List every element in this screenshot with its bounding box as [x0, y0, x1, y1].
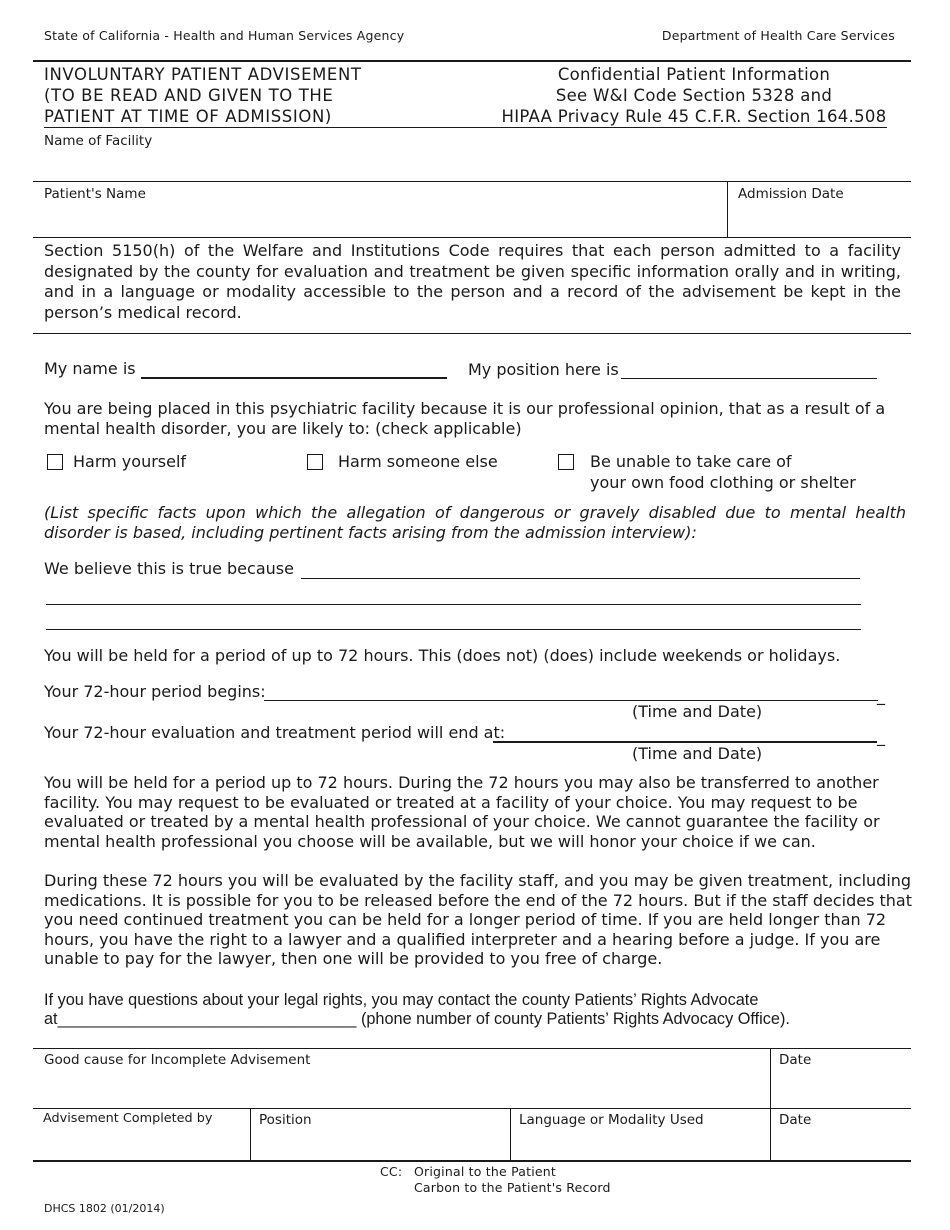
rights-phone-suffix: (phone number of county Patients’ Rights Advocacy Office).	[360, 1010, 790, 1028]
confidential-notice	[480, 64, 908, 127]
form-title-line-3: PATIENT AT TIME OF ADMISSION)	[44, 107, 332, 126]
confidential-line-1: Confidential Patient Information	[557, 65, 831, 84]
cc-line-2: Carbon to the Patient's Record	[414, 1180, 611, 1195]
position-field[interactable]	[259, 1130, 505, 1158]
evaluation-paragraph-line-1: During these 72 hours you will be evaluated by the facility staff, and you may be given treatment, including	[44, 871, 912, 890]
evaluation-paragraph-line-5: unable to pay for the lawyer, then one will be provided to you free of charge.	[44, 949, 663, 969]
title-underline	[44, 127, 887, 128]
facility-label: Name of Facility	[44, 133, 153, 149]
evaluation-paragraph-line-2: medications. It is possible for you to be released before the end of the 72 hours. But if the staff decides that	[44, 890, 912, 910]
my-position-field[interactable]	[621, 378, 877, 379]
completed-by-field[interactable]	[43, 1130, 245, 1158]
good-cause-field[interactable]	[44, 1070, 764, 1104]
believe-line-3[interactable]	[46, 629, 861, 630]
harm-someone-else-label: Harm someone else	[338, 452, 498, 471]
header-divider	[33, 60, 911, 62]
period-ends-trailing-mark: _	[877, 727, 885, 746]
department-name: Department of Health Care Services	[661, 28, 895, 43]
evaluation-paragraph	[44, 871, 912, 969]
gravely-disabled-checkbox[interactable]	[558, 454, 574, 470]
patient-date-separator	[727, 181, 728, 237]
rights-phone-field[interactable]: _________________________________	[57, 1010, 357, 1028]
transfer-paragraph-line-1: You will be held for a period up to 72 hours. During the 72 hours you may also be transferred to another	[44, 773, 879, 792]
patient-name-label: Patient's Name	[44, 186, 146, 202]
hold-period-text: You will be held for a period of up to 72 hours. This (does not) (does) include weekends or holidays.	[44, 646, 841, 665]
confidential-line-2: See W&I Code Section 5328 and	[555, 86, 833, 105]
transfer-paragraph-line-3: evaluated or treated by a mental health professional of your choice. We cannot guarantee the facility or	[44, 812, 880, 832]
admission-date-field[interactable]	[738, 204, 908, 234]
date-column-separator	[770, 1048, 771, 1161]
period-ends-time-date-label: (Time and Date)	[632, 744, 763, 763]
form-title-line-1: INVOLUNTARY PATIENT ADVISEMENT	[44, 65, 362, 84]
transfer-paragraph	[44, 773, 880, 851]
believe-line-1[interactable]	[301, 578, 860, 579]
admission-date-label: Admission Date	[738, 186, 844, 202]
completed-by-separator	[250, 1108, 251, 1161]
rights-advocate-line: If you have questions about your legal rights, you may contact the county Patients’ Rights Advocate	[44, 991, 759, 1009]
gravely-disabled-label-line-1: Be unable to take care of	[590, 452, 792, 471]
my-name-field[interactable]	[141, 377, 447, 379]
completed-date-label: Date	[779, 1112, 812, 1128]
patient-divider	[33, 237, 911, 238]
harm-yourself-label: Harm yourself	[73, 452, 187, 471]
footer-table-middle	[33, 1108, 911, 1109]
language-field[interactable]	[519, 1130, 765, 1158]
footer-table-bottom	[33, 1160, 911, 1162]
language-label: Language or Modality Used	[519, 1112, 704, 1128]
intro-paragraph: Section 5150(h) of the Welfare and Institutions Code requires that each person admitted to a facility designated by the county for evaluation and treatment be given specific information orally and in writing, and in a language or modality accessible to the person and a record of the advisement be kept in the person’s medical record.	[44, 241, 901, 322]
good-cause-date-field[interactable]	[779, 1070, 907, 1104]
form-number: DHCS 1802 (01/2014)	[44, 1202, 165, 1215]
good-cause-date-label: Date	[779, 1052, 812, 1068]
period-begins-time-date-label: (Time and Date)	[632, 702, 763, 721]
form-title-line-2: (TO BE READ AND GIVEN TO THE	[44, 86, 334, 105]
transfer-paragraph-line-4: mental health professional you choose will be available, but we will honor your choice if we can.	[44, 831, 816, 851]
period-ends-label: Your 72-hour evaluation and treatment period will end at:	[44, 723, 506, 742]
good-cause-label: Good cause for Incomplete Advisement	[44, 1052, 311, 1068]
facts-instruction: (List specific facts upon which the allegation of dangerous or gravely disabled due to mental health disorder is based, including pertinent facts arising from the admission interview):	[44, 503, 906, 542]
period-begins-trailing-mark: _	[877, 686, 885, 705]
completed-date-field[interactable]	[779, 1130, 907, 1158]
evaluation-paragraph-line-3: you need continued treatment you can be held for a longer period of time. If you are held longer than 72	[44, 910, 887, 930]
completed-by-label: Advisement Completed by	[43, 1111, 213, 1126]
cc-label: CC:	[380, 1164, 403, 1179]
facility-divider	[33, 181, 911, 182]
form-title	[44, 64, 362, 127]
harm-someone-else-checkbox[interactable]	[307, 454, 323, 470]
period-begins-label: Your 72-hour period begins:	[44, 682, 266, 701]
harm-yourself-checkbox[interactable]	[47, 454, 63, 470]
transfer-paragraph-line-2: facility. You may request to be evaluated or treated at a facility of your choice. You may request to be	[44, 792, 858, 812]
period-begins-field[interactable]	[264, 700, 878, 701]
footer-table-top	[33, 1048, 911, 1049]
gravely-disabled-label-line-2: your own food clothing or shelter	[590, 473, 856, 492]
cc-line-1: Original to the Patient	[414, 1164, 557, 1179]
facility-field[interactable]	[44, 150, 908, 180]
placement-paragraph: You are being placed in this psychiatric facility because it is our professional opinion, that as a result of a mental health disorder, you are likely to: (check applicable)	[44, 399, 886, 438]
believe-label: We believe this is true because	[44, 559, 294, 578]
my-position-label: My position here is	[468, 360, 619, 379]
confidential-line-3: HIPAA Privacy Rule 45 C.F.R. Section 164.508	[501, 107, 887, 126]
patient-name-field[interactable]	[44, 204, 722, 234]
position-separator	[510, 1108, 511, 1161]
rights-at: at	[44, 1010, 58, 1028]
intro-divider	[33, 333, 911, 334]
my-name-label: My name is	[44, 359, 136, 378]
position-label: Position	[259, 1112, 312, 1128]
believe-line-2[interactable]	[46, 604, 861, 605]
period-ends-field[interactable]	[493, 741, 877, 743]
rights-phone-line	[44, 1010, 790, 1029]
agency-name: State of California - Health and Human Services Agency	[44, 28, 405, 43]
evaluation-paragraph-line-4: hours, you have the right to a lawyer and a qualified interpreter and a hearing before a judge. If you are	[44, 929, 881, 949]
